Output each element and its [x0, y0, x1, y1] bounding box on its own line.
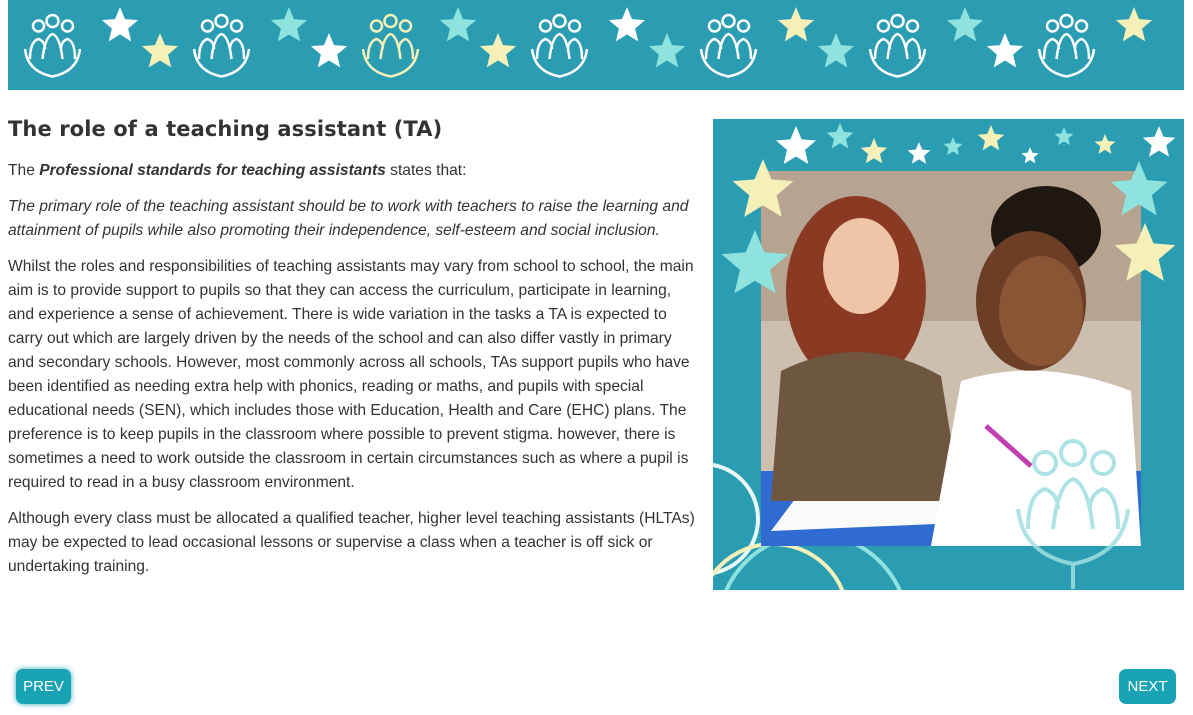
star-icon [733, 159, 794, 217]
star-icon [778, 7, 814, 41]
body-paragraph-2: Although every class must be allocated a qualified teacher, higher level teaching assistants (HLTAs) may be expected to lead occasional lessons or supervise a class when a teacher is off sick or undertaking training. [8, 510, 695, 575]
star-icon [609, 7, 645, 41]
hands-holding-people-icon [870, 15, 925, 77]
next-button[interactable]: NEXT [1119, 669, 1176, 704]
frame-stars [713, 119, 1184, 590]
hands-holding-people-icon [701, 15, 756, 77]
star-icon [142, 33, 178, 67]
star-icon [1115, 223, 1176, 281]
intro-text [8, 159, 698, 183]
star-icon [1143, 126, 1175, 157]
star-icon [102, 7, 138, 41]
star-icon [818, 33, 854, 67]
page-title: The role of a teaching assistant (TA) [8, 117, 443, 141]
hands-holding-people-icon [363, 15, 418, 77]
body-paragraph-1: Whilst the roles and responsibilities of teaching assistants may vary from school to school, the main aim is to provide support to pupils so that they can access the curriculum, participate in learning, and experience a sense of achievement. There is wide variation in the tasks a TA is expected to carry out which are largely driven by the needs of the school and can also differ vastly in primary and secondary schools. However, most commonly across all schools, TAs support pupils who have been identified as needing extra help with phonics, reading or maths, and pupils with special educational needs (SEN), which includes those with Education, Health and Care (EHC) plans. The preference is to keep pupils in the classroom where possible to prevent stigma. however, there is sometimes a need to work outside the classroom in certain circumstances such as where a pupil is required to read in a busy classroom environment. [8, 258, 694, 491]
prev-button[interactable]: PREV [16, 669, 71, 704]
star-icon [987, 33, 1023, 67]
image-frame [713, 119, 1184, 590]
star-icon [1095, 134, 1116, 154]
star-icon [1111, 161, 1168, 215]
star-icon [480, 33, 516, 67]
star-icon [649, 33, 685, 67]
banner-pattern [8, 0, 1184, 90]
star-icon [978, 125, 1005, 150]
star-icon [908, 142, 931, 164]
header-banner [8, 0, 1184, 90]
standards-quote: The primary role of the teaching assistant should be to work with teachers to raise the learning and attainment of pupils while also promoting their independence, self-esteem and social inclusion. [8, 198, 689, 239]
hands-holding-people-icon [194, 15, 249, 77]
intro-prefix: The [8, 162, 40, 179]
star-icon [944, 137, 963, 155]
intro-suffix: states that: [385, 162, 467, 179]
star-icon [947, 7, 983, 41]
intro-emphasis: Professional standards for teaching assistants [39, 162, 386, 179]
star-icon [271, 7, 307, 41]
star-icon [1055, 127, 1074, 145]
star-icon [776, 126, 816, 164]
star-icon [861, 138, 888, 163]
star-icon [1021, 147, 1038, 163]
star-icon [1116, 7, 1152, 41]
hands-holding-people-icon [532, 15, 587, 77]
star-icon [311, 33, 347, 67]
hands-holding-people-icon [1018, 441, 1128, 589]
hands-holding-people-icon [25, 15, 80, 77]
hands-holding-people-icon [1039, 15, 1094, 77]
star-icon [827, 123, 854, 148]
star-icon [722, 230, 789, 293]
star-icon [440, 7, 476, 41]
article [8, 117, 698, 591]
